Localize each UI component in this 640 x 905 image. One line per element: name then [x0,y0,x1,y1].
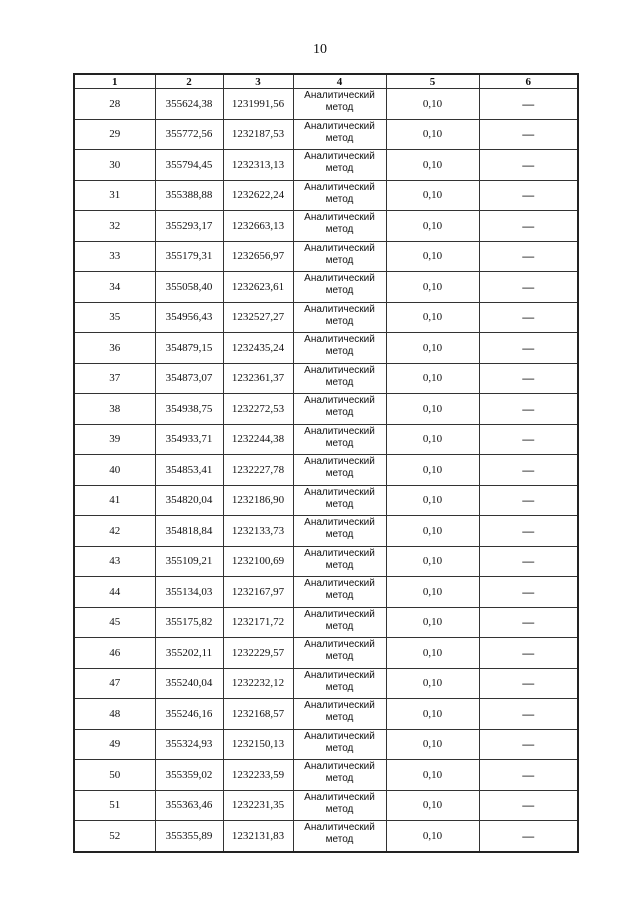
y-coordinate-cell: 1232313,13 [223,150,293,181]
table-row [74,790,578,821]
note-cell: — [479,638,578,669]
point-number-cell: 31 [74,180,155,211]
point-number-cell: 33 [74,241,155,272]
x-coordinate-cell: 355175,82 [155,607,223,638]
y-coordinate-cell: 1232171,72 [223,607,293,638]
table-row [74,607,578,638]
point-number-cell: 35 [74,302,155,333]
y-coordinate-cell: 1232663,13 [223,211,293,242]
table-row [74,455,578,486]
note-cell: — [479,241,578,272]
x-coordinate-cell: 355058,40 [155,272,223,303]
accuracy-cell: 0,10 [386,699,479,730]
note-cell: — [479,363,578,394]
x-coordinate-cell: 355240,04 [155,668,223,699]
accuracy-cell: 0,10 [386,394,479,425]
accuracy-cell: 0,10 [386,546,479,577]
y-coordinate-cell: 1232167,97 [223,577,293,608]
table-row [74,546,578,577]
method-cell: Аналитический метод [293,699,386,730]
note-cell: — [479,211,578,242]
note-cell: — [479,302,578,333]
table-row [74,760,578,791]
note-cell: — [479,729,578,760]
point-number-cell: 32 [74,211,155,242]
note-cell: — [479,668,578,699]
x-coordinate-cell: 355363,46 [155,790,223,821]
point-number-cell: 36 [74,333,155,364]
y-coordinate-cell: 1232131,83 [223,821,293,852]
accuracy-cell: 0,10 [386,638,479,669]
point-number-cell: 49 [74,729,155,760]
method-cell: Аналитический метод [293,729,386,760]
note-cell: — [479,699,578,730]
table-row [74,577,578,608]
method-cell: Аналитический метод [293,333,386,364]
x-coordinate-cell: 354820,04 [155,485,223,516]
accuracy-cell: 0,10 [386,211,479,242]
x-coordinate-cell: 354933,71 [155,424,223,455]
y-coordinate-cell: 1232229,57 [223,638,293,669]
method-cell: Аналитический метод [293,485,386,516]
y-coordinate-cell: 1232168,57 [223,699,293,730]
method-cell: Аналитический метод [293,150,386,181]
accuracy-cell: 0,10 [386,150,479,181]
table-header-row [74,74,578,89]
method-cell: Аналитический метод [293,424,386,455]
x-coordinate-cell: 355355,89 [155,821,223,852]
coordinates-table [73,73,579,853]
point-number-cell: 48 [74,699,155,730]
table-row [74,211,578,242]
accuracy-cell: 0,10 [386,790,479,821]
method-cell: Аналитический метод [293,516,386,547]
accuracy-cell: 0,10 [386,607,479,638]
x-coordinate-cell: 354956,43 [155,302,223,333]
table-row [74,638,578,669]
accuracy-cell: 0,10 [386,119,479,150]
point-number-cell: 42 [74,516,155,547]
table-row [74,241,578,272]
point-number-cell: 51 [74,790,155,821]
y-coordinate-cell: 1232527,27 [223,302,293,333]
column-header: 6 [479,74,578,89]
note-cell: — [479,821,578,852]
method-cell: Аналитический метод [293,241,386,272]
accuracy-cell: 0,10 [386,241,479,272]
accuracy-cell: 0,10 [386,363,479,394]
accuracy-cell: 0,10 [386,424,479,455]
note-cell: — [479,180,578,211]
point-number-cell: 52 [74,821,155,852]
method-cell: Аналитический метод [293,272,386,303]
accuracy-cell: 0,10 [386,821,479,852]
column-header: 1 [74,74,155,89]
method-cell: Аналитический метод [293,638,386,669]
accuracy-cell: 0,10 [386,333,479,364]
note-cell: — [479,394,578,425]
accuracy-cell: 0,10 [386,302,479,333]
point-number-cell: 29 [74,119,155,150]
accuracy-cell: 0,10 [386,760,479,791]
note-cell: — [479,89,578,120]
point-number-cell: 45 [74,607,155,638]
point-number-cell: 43 [74,546,155,577]
y-coordinate-cell: 1232656,97 [223,241,293,272]
note-cell: — [479,516,578,547]
y-coordinate-cell: 1232150,13 [223,729,293,760]
point-number-cell: 37 [74,363,155,394]
accuracy-cell: 0,10 [386,668,479,699]
note-cell: — [479,790,578,821]
table-row [74,424,578,455]
table-row [74,333,578,364]
accuracy-cell: 0,10 [386,89,479,120]
column-header: 3 [223,74,293,89]
table-body [74,89,578,852]
table-row [74,180,578,211]
y-coordinate-cell: 1232232,12 [223,668,293,699]
method-cell: Аналитический метод [293,607,386,638]
table-row [74,89,578,120]
y-coordinate-cell: 1232244,38 [223,424,293,455]
x-coordinate-cell: 354938,75 [155,394,223,425]
table-row [74,150,578,181]
note-cell: — [479,760,578,791]
point-number-cell: 47 [74,668,155,699]
note-cell: — [479,607,578,638]
table-row [74,699,578,730]
y-coordinate-cell: 1232186,90 [223,485,293,516]
method-cell: Аналитический метод [293,180,386,211]
table-row [74,485,578,516]
method-cell: Аналитический метод [293,211,386,242]
y-coordinate-cell: 1232133,73 [223,516,293,547]
point-number-cell: 41 [74,485,155,516]
page-number: 10 [313,42,327,57]
x-coordinate-cell: 354853,41 [155,455,223,486]
table-row [74,272,578,303]
table-row [74,516,578,547]
accuracy-cell: 0,10 [386,729,479,760]
point-number-cell: 46 [74,638,155,669]
method-cell: Аналитический метод [293,577,386,608]
table-row [74,363,578,394]
y-coordinate-cell: 1232622,24 [223,180,293,211]
method-cell: Аналитический метод [293,89,386,120]
point-number-cell: 30 [74,150,155,181]
x-coordinate-cell: 355202,11 [155,638,223,669]
x-coordinate-cell: 355794,45 [155,150,223,181]
method-cell: Аналитический метод [293,668,386,699]
column-header: 2 [155,74,223,89]
method-cell: Аналитический метод [293,821,386,852]
x-coordinate-cell: 355293,17 [155,211,223,242]
y-coordinate-cell: 1232435,24 [223,333,293,364]
x-coordinate-cell: 355388,88 [155,180,223,211]
point-number-cell: 38 [74,394,155,425]
point-number-cell: 39 [74,424,155,455]
accuracy-cell: 0,10 [386,455,479,486]
note-cell: — [479,455,578,486]
table-row [74,668,578,699]
x-coordinate-cell: 355109,21 [155,546,223,577]
method-cell: Аналитический метод [293,119,386,150]
x-coordinate-cell: 355324,93 [155,729,223,760]
note-cell: — [479,424,578,455]
note-cell: — [479,577,578,608]
note-cell: — [479,546,578,577]
method-cell: Аналитический метод [293,546,386,577]
note-cell: — [479,485,578,516]
point-number-cell: 44 [74,577,155,608]
x-coordinate-cell: 355134,03 [155,577,223,608]
table-row [74,729,578,760]
x-coordinate-cell: 354879,15 [155,333,223,364]
point-number-cell: 40 [74,455,155,486]
note-cell: — [479,272,578,303]
y-coordinate-cell: 1232187,53 [223,119,293,150]
accuracy-cell: 0,10 [386,577,479,608]
point-number-cell: 34 [74,272,155,303]
table-row [74,302,578,333]
accuracy-cell: 0,10 [386,485,479,516]
column-header: 4 [293,74,386,89]
y-coordinate-cell: 1232361,37 [223,363,293,394]
y-coordinate-cell: 1232100,69 [223,546,293,577]
method-cell: Аналитический метод [293,760,386,791]
x-coordinate-cell: 355772,56 [155,119,223,150]
method-cell: Аналитический метод [293,455,386,486]
method-cell: Аналитический метод [293,363,386,394]
x-coordinate-cell: 355624,38 [155,89,223,120]
y-coordinate-cell: 1231991,56 [223,89,293,120]
method-cell: Аналитический метод [293,394,386,425]
y-coordinate-cell: 1232272,53 [223,394,293,425]
column-header: 5 [386,74,479,89]
accuracy-cell: 0,10 [386,272,479,303]
note-cell: — [479,150,578,181]
x-coordinate-cell: 355359,02 [155,760,223,791]
note-cell: — [479,119,578,150]
y-coordinate-cell: 1232623,61 [223,272,293,303]
x-coordinate-cell: 355246,16 [155,699,223,730]
table-row [74,119,578,150]
x-coordinate-cell: 354873,07 [155,363,223,394]
method-cell: Аналитический метод [293,302,386,333]
x-coordinate-cell: 355179,31 [155,241,223,272]
x-coordinate-cell: 354818,84 [155,516,223,547]
point-number-cell: 28 [74,89,155,120]
point-number-cell: 50 [74,760,155,791]
y-coordinate-cell: 1232233,59 [223,760,293,791]
note-cell: — [479,333,578,364]
y-coordinate-cell: 1232231,35 [223,790,293,821]
table-row [74,821,578,852]
y-coordinate-cell: 1232227,78 [223,455,293,486]
accuracy-cell: 0,10 [386,180,479,211]
accuracy-cell: 0,10 [386,516,479,547]
method-cell: Аналитический метод [293,790,386,821]
table-row [74,394,578,425]
